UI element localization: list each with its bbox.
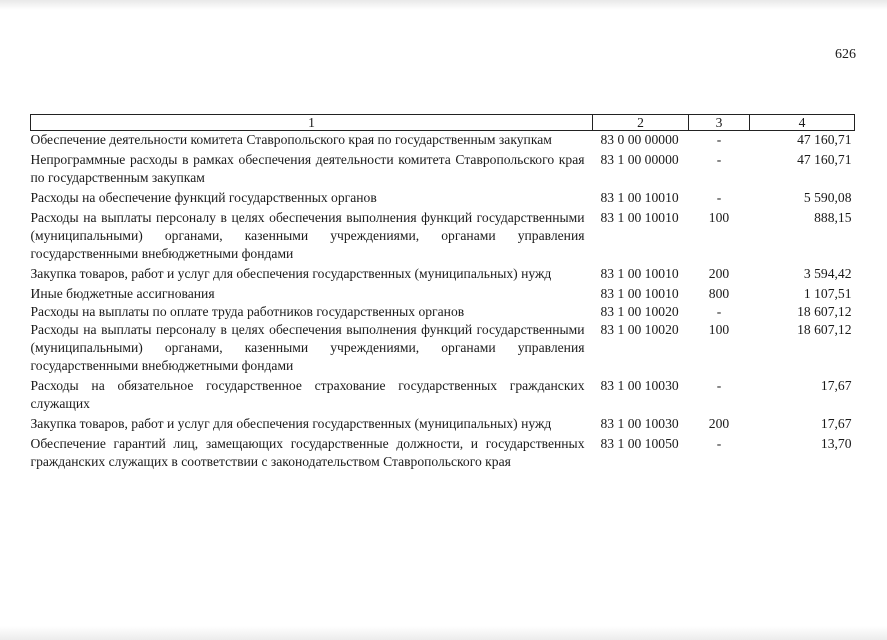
row-expense-type: - — [716, 132, 722, 147]
row-code: 83 1 00 10010 — [600, 190, 679, 205]
row-code: 83 1 00 10010 — [600, 210, 679, 225]
row-expense-type: - — [716, 304, 722, 319]
scan-edge-bottom — [0, 626, 887, 640]
row-code: 83 1 00 10020 — [600, 322, 679, 337]
table-row — [31, 377, 855, 415]
row-name: Закупка товаров, работ и услуг для обеспечения государственных (муниципальных) нужд — [30, 416, 552, 431]
row-expense-type: 200 — [708, 416, 730, 431]
row-expense-type: - — [716, 378, 722, 393]
row-name: Обеспечение деятельности комитета Ставропольского края по государственным закупкам — [30, 132, 552, 147]
row-sum: 17,67 — [820, 416, 852, 431]
row-name: Расходы на выплаты персоналу в целях обеспечения выполнения функций государственными (муниципальными) органами, казенными учреждениями, органами управления государственными внебюджетными фондами — [30, 210, 585, 261]
row-name: Закупка товаров, работ и услуг для обеспечения государственных (муниципальных) нужд — [30, 266, 552, 281]
row-code: 83 1 00 10020 — [600, 304, 679, 319]
row-sum: 5 590,08 — [803, 190, 852, 205]
row-name: Расходы на выплаты персоналу в целях обеспечения выполнения функций государственными (муниципальными) органами, казенными учреждениями, органами управления государственными внебюджетными фондами — [30, 322, 585, 373]
budget-table — [30, 114, 855, 473]
row-sum: 47 160,71 — [797, 152, 852, 167]
table-header-row — [31, 115, 855, 131]
row-name: Расходы на обязательное государственное страхование государственных гражданских служащих — [30, 378, 585, 411]
header-col-3: 3 — [689, 115, 750, 131]
row-sum: 17,67 — [820, 378, 852, 393]
table-row — [31, 189, 855, 209]
row-name: Иные бюджетные ассигнования — [30, 286, 215, 301]
table-row — [31, 321, 855, 377]
table-row — [31, 285, 855, 303]
row-expense-type: - — [716, 190, 722, 205]
row-sum: 888,15 — [814, 210, 852, 225]
row-name: Непрограммные расходы в рамках обеспечения деятельности комитета Ставропольского края по государственным закупкам — [30, 152, 585, 185]
row-expense-type: 800 — [708, 286, 730, 301]
row-name: Расходы на выплаты по оплате труда работников государственных органов — [30, 304, 465, 319]
table-row — [31, 131, 855, 152]
header-col-4: 4 — [750, 115, 855, 131]
header-col-1: 1 — [31, 115, 593, 131]
row-sum: 3 594,42 — [803, 266, 852, 281]
table-row — [31, 435, 855, 473]
row-code: 83 1 00 10050 — [600, 436, 679, 451]
row-code: 83 1 00 10010 — [600, 286, 679, 301]
row-expense-type: 200 — [708, 266, 730, 281]
row-sum: 47 160,71 — [797, 132, 852, 147]
page-number: 626 — [835, 47, 856, 62]
row-code: 83 1 00 10010 — [600, 266, 679, 281]
row-sum: 13,70 — [820, 436, 852, 451]
table-row — [31, 415, 855, 435]
row-sum: 1 107,51 — [803, 286, 852, 301]
row-sum: 18 607,12 — [797, 304, 852, 319]
row-code: 83 1 00 00000 — [600, 152, 679, 167]
table-row — [31, 265, 855, 285]
row-expense-type: 100 — [708, 210, 730, 225]
row-expense-type: 100 — [708, 322, 730, 337]
row-code: 83 1 00 10030 — [600, 416, 679, 431]
row-name: Обеспечение гарантий лиц, замещающих государственные должности, и государственных гражданских служащих в соответствии с законодательством Ставропольского края — [30, 436, 585, 469]
row-sum: 18 607,12 — [797, 322, 852, 337]
table-row — [31, 151, 855, 189]
table-row — [31, 209, 855, 265]
row-name: Расходы на обеспечение функций государственных органов — [30, 190, 377, 205]
scan-edge-top — [0, 0, 887, 10]
table-row — [31, 303, 855, 321]
row-expense-type: - — [716, 152, 722, 167]
row-expense-type: - — [716, 436, 722, 451]
row-code: 83 0 00 00000 — [600, 132, 679, 147]
row-code: 83 1 00 10030 — [600, 378, 679, 393]
header-col-2: 2 — [593, 115, 689, 131]
